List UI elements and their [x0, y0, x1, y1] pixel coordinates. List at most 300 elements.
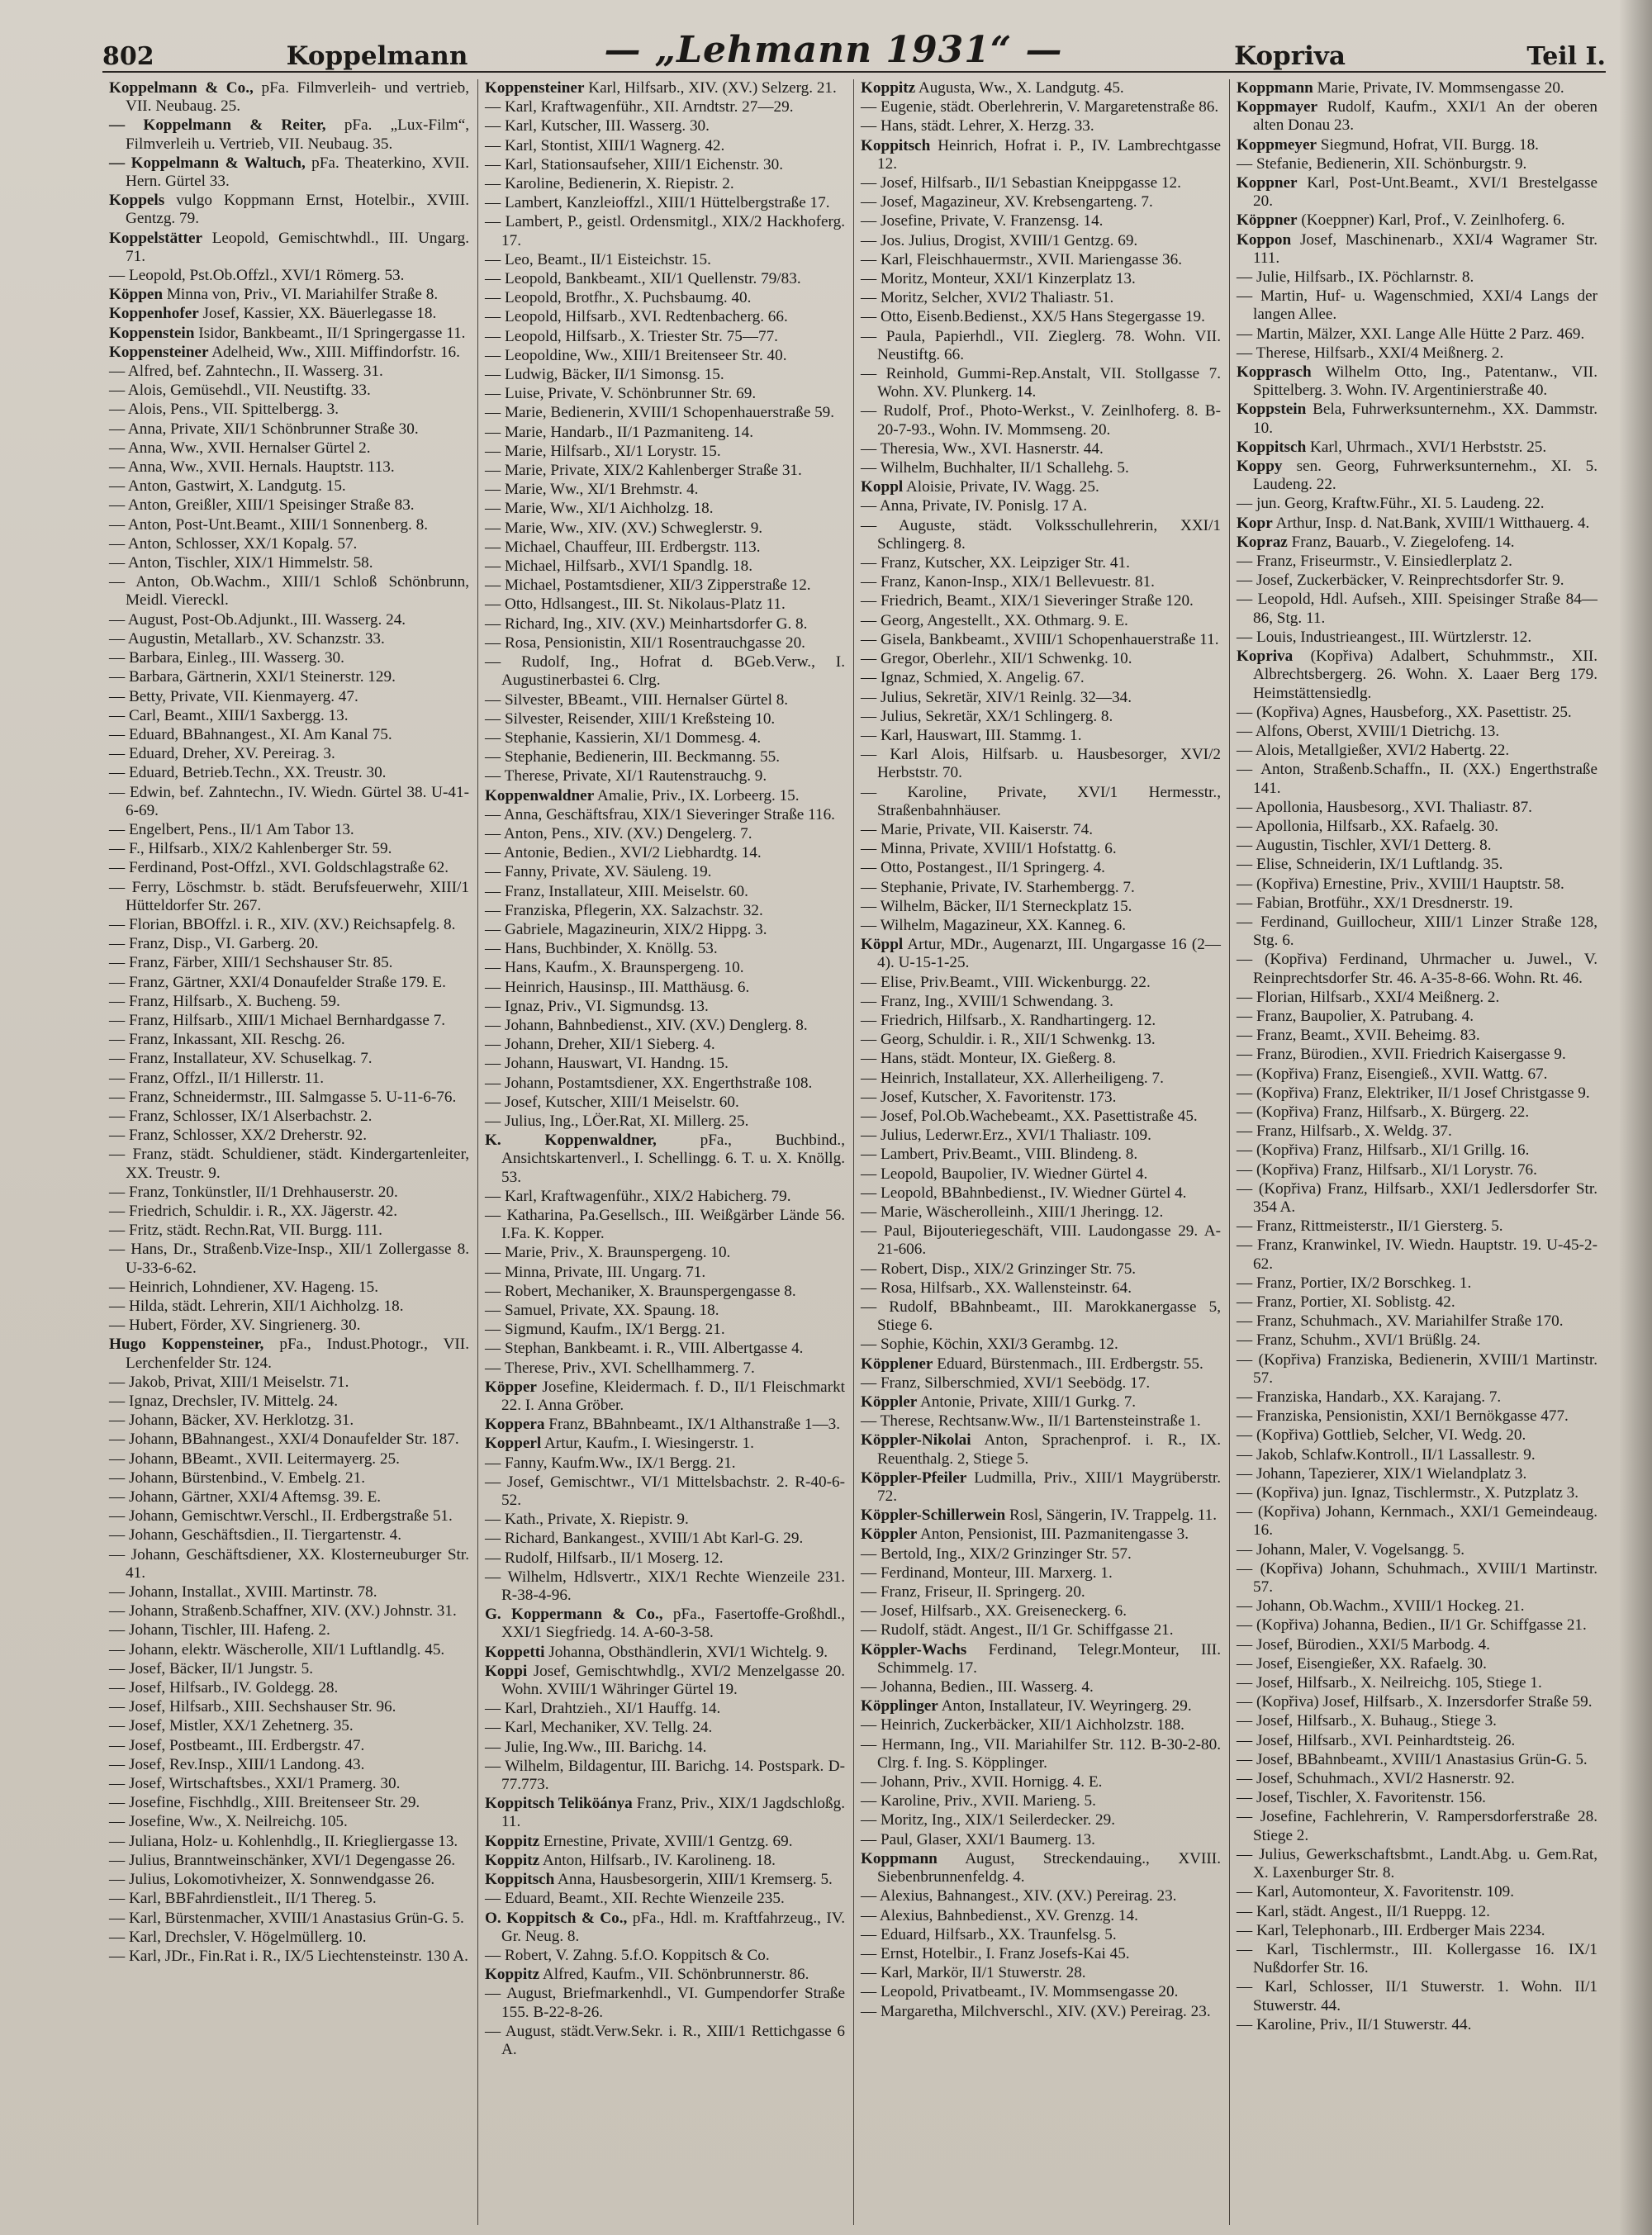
entry-details: — Josef, Tischler, X. Favoritenstr. 156. [1237, 1789, 1486, 1807]
entry-details: Franz, BBahnbeamt., IX/1 Althanstraße 1—3. [548, 1416, 841, 1434]
directory-entry [861, 898, 1221, 916]
directory-entry [485, 844, 845, 862]
directory-entry [1237, 136, 1597, 154]
entry-details: Alfred, Kaufm., VII. Schönbrunnerstr. 86. [542, 1966, 809, 1984]
entry-details: Ernestine, Private, XVIII/1 Gentzg. 69. [543, 1832, 793, 1850]
directory-entry [861, 1336, 1221, 1354]
header-last-entry: Kopriva [1234, 41, 1346, 71]
entry-details: pFa., Hdl. m. Kraftfahrzeug., IV. Gr. Neug. 8. [501, 1909, 845, 1945]
directory-entry [1237, 591, 1597, 627]
directory-entry [109, 1012, 469, 1030]
entry-surname: Köppen [109, 286, 164, 304]
directory-entry [485, 117, 845, 135]
directory-entry [861, 1907, 1221, 1925]
entry-details: — Franz, Kranwinkel, IV. Wiedn. Hauptstr. 19. U-45-2-62. [1237, 1236, 1597, 1273]
entry-details: — Eduard, Hilfsarb., XX. Traunfelsg. 5. [861, 1925, 1117, 1943]
entry-surname: Koppy [1237, 458, 1283, 476]
entry-details: — Hilda, städt. Lehrerin, XII/1 Aichholzg. 18. [109, 1298, 404, 1315]
entry-details: — Wilhelm, Buchhalter, II/1 Schallehg. 5. [861, 459, 1129, 477]
entry-surname: Köppler-Pfeiler [861, 1469, 967, 1487]
entry-details: — Ignaz, Schmied, X. Angelig. 67. [861, 669, 1085, 687]
directory-entry [861, 1792, 1221, 1810]
entry-details: — Johann, Priv., XVII. Hornigg. 4. E. [861, 1773, 1103, 1791]
entry-surname: Koppitz [485, 1832, 540, 1850]
directory-entry [861, 1184, 1221, 1203]
entry-details: — Heinrich, Installateur, XX. Allerheiligeng. 7. [861, 1069, 1164, 1087]
directory-entry [1237, 1693, 1597, 1711]
entry-details: — Antonie, Bedien., XVI/2 Liebhardtg. 14. [485, 844, 762, 862]
directory-entry [485, 1644, 845, 1662]
directory-entry [861, 592, 1221, 610]
directory-entry [109, 1412, 469, 1430]
directory-entry [485, 1700, 845, 1718]
entry-details: pFa., Indust.Photogr., VII. Lerchenfelder Str. 124. [126, 1336, 469, 1372]
entry-details: — Karoline, Priv., XVII. Marieng. 5. [861, 1792, 1096, 1810]
directory-entry [109, 879, 469, 915]
entry-details: — Rudolf, Ing., Hofrat d. BGeb.Verw., I. Augustinerbastei 6. Clrg. [485, 653, 845, 690]
directory-entry [109, 401, 469, 419]
directory-entry [109, 1241, 469, 1277]
entry-details: — Rudolf, BBahnbeamt., III. Marokkanergasse 5, Stiege 6. [861, 1298, 1221, 1335]
directory-entry [485, 79, 845, 97]
entry-details: — Ferry, Löschmstr. b. städt. Berufsfeuerwehr, XIII/1 Hütteldorfer Str. 267. [109, 878, 469, 914]
directory-entry [485, 883, 845, 901]
entry-details: — Anna, Ww., XVII. Hernals. Hauptstr. 113. [109, 458, 395, 477]
directory-entry [485, 443, 845, 461]
directory-entry [485, 1416, 845, 1434]
directory-entry [1237, 1846, 1597, 1882]
entry-details: Anna, Hausbesorgerin, XIII/1 Kremserg. 5. [558, 1871, 833, 1889]
entry-surname: O. Koppitsch & Co., [485, 1909, 628, 1927]
entry-details: — Therese, Private, XI/1 Rautenstrauchg. 9. [485, 767, 767, 785]
directory-entry [109, 344, 469, 362]
directory-entry [109, 974, 469, 992]
directory-entry [109, 79, 469, 116]
directory-entry [485, 1663, 845, 1699]
directory-entry [1237, 1180, 1597, 1217]
entry-details: Josefine, Kleidermach. f. D., II/1 Fleischmarkt 22. I. Anna Gröber. [501, 1378, 846, 1415]
entry-surname: Koppitz [861, 79, 916, 97]
directory-entry [1237, 1312, 1597, 1331]
entry-details: — Leopold, Brotfhr., X. Puchsbaumg. 40. [485, 289, 752, 307]
entry-surname: Kopprasch [1237, 363, 1312, 382]
entry-details: Karl, Uhrmach., XVI/1 Herbststr. 25. [1310, 438, 1547, 456]
entry-details: — Fritz, städt. Rechn.Rat, VII. Burgg. 111. [109, 1222, 382, 1240]
directory-entry [485, 1055, 845, 1073]
directory-entry [485, 1360, 845, 1378]
directory-entry [1237, 1388, 1597, 1407]
directory-entry [109, 1756, 469, 1774]
entry-details: — Josef, Kutscher, XIII/1 Meiselstr. 60. [485, 1093, 739, 1111]
directory-entry [861, 517, 1221, 553]
directory-entry [109, 1127, 469, 1145]
entry-details: — Martin, Huf- u. Wagenschmied, XXI/4 Langs der langen Allee. [1237, 287, 1597, 324]
entry-details: — Juliana, Holz- u. Kohlenhdlg., II. Kriegliergasse 13. [109, 1832, 458, 1850]
directory-entry [1237, 495, 1597, 513]
directory-entry [1237, 1351, 1597, 1388]
header-first-entry: Koppelmann [286, 41, 468, 71]
entry-details: — Heinrich, Hausinsp., III. Matthäusg. 6. [485, 978, 750, 996]
directory-entry [109, 859, 469, 877]
entry-details: Anton, Pensionist, III. Pazmanitengasse 3. [919, 1526, 1189, 1544]
directory-entry [1237, 704, 1597, 722]
entry-surname: Köppler [861, 1393, 918, 1412]
entry-surname: Kopriva [1237, 648, 1294, 666]
entry-details: — Paul, Bijouteriegeschäft, VIII. Laudongasse 29. A-21-606. [861, 1222, 1221, 1259]
entry-details: — Franz, Portier, XI. Soblistg. 42. [1237, 1293, 1455, 1311]
directory-entry [109, 116, 469, 153]
entry-details: — Anna, Geschäftsfrau, XIX/1 Sieveringer Straße 116. [485, 805, 835, 823]
directory-entry [109, 382, 469, 400]
entry-details: — Fanny, Private, XV. Säuleng. 19. [485, 863, 712, 881]
entry-details: — Stefanie, Bedienerin, XII. Schönburgstr. 9. [1237, 154, 1527, 173]
directory-entry [109, 286, 469, 304]
directory-entry [1237, 1331, 1597, 1350]
entry-details: — Eduard, Dreher, XV. Pereirag. 3. [109, 745, 335, 763]
entry-details: — Ernst, Hotelbir., I. Franz Josefs-Kai 45. [861, 1944, 1130, 1962]
directory-entry [109, 477, 469, 496]
directory-entry [861, 1697, 1221, 1715]
directory-entry [1237, 856, 1597, 874]
directory-entry [1237, 875, 1597, 894]
entry-surname: — Koppelmann & Reiter, [109, 116, 326, 135]
entry-details: pFa. „Lux-Film“, Filmverleih u. Vertrieb, VII. Neubaug. 35. [126, 116, 470, 153]
entry-details: — Alfons, Oberst, XVIII/1 Dietrichg. 13. [1237, 722, 1500, 740]
directory-entry [109, 1890, 469, 1908]
directory-entry [861, 821, 1221, 839]
entry-details: — Ludwig, Bäcker, II/1 Simonsg. 15. [485, 366, 724, 384]
publication-title: — „Lehmann 1931“ — [604, 29, 1063, 71]
entry-details: Josef, Gemischtwhdlg., XVI/2 Menzelgasse 20. Wohn. XVIII/1 Währinger Gürtel 19. [501, 1662, 846, 1699]
entry-details: — Josef, Magazineur, XV. Krebsengarteng. 7. [861, 193, 1153, 211]
directory-entry [861, 669, 1221, 687]
entry-details: sen. Georg, Fuhrwerksunternehm., XI. 5. Laudeng. 22. [1253, 458, 1597, 494]
directory-entry [485, 1910, 845, 1946]
entry-details: Amalie, Priv., IX. Lorbeerg. 15. [596, 786, 800, 804]
directory-entry [861, 1222, 1221, 1259]
directory-entry [109, 1108, 469, 1126]
directory-entry [1237, 1446, 1597, 1464]
directory-entry [861, 1945, 1221, 1963]
entry-details: — Marie, Bedienerin, XVIII/1 Schopenhauerstraße 59. [485, 404, 835, 422]
directory-entry [1237, 174, 1597, 211]
entry-details: — Franz, Schuhm., XVI/1 Brüßlg. 24. [1237, 1331, 1481, 1350]
entry-details: — (Kopřiva) Johanna, Bedien., II/1 Gr. Schiffgasse 21. [1237, 1616, 1587, 1635]
directory-entry [485, 481, 845, 499]
directory-entry [485, 1454, 845, 1473]
entry-details: Aloisie, Private, IV. Wagg. 25. [905, 478, 1099, 496]
entry-details: — Leopoldine, Ww., XIII/1 Breitenseer Str. 40. [485, 346, 787, 364]
directory-entry [1237, 1503, 1597, 1540]
directory-entry [109, 916, 469, 934]
directory-entry [109, 668, 469, 686]
entry-details: — Hans, städt. Monteur, IX. Gießerg. 8. [861, 1050, 1117, 1068]
directory-entry [109, 1583, 469, 1602]
entry-details: — Minna, Private, XVIII/1 Hofstattg. 6. [861, 840, 1117, 858]
entry-details: Franz, Priv., XIX/1 Jagdschloßg. 11. [501, 1795, 845, 1831]
entry-details: — Leopold, Hdl. Aufseh., XIII. Speisinger Straße 84—86, Stg. 11. [1237, 591, 1597, 627]
entry-details: — Minna, Private, III. Ungarg. 71. [485, 1263, 706, 1281]
entry-details: — (Kopřiva) Gottlieb, Selcher, VI. Wedg. 20. [1237, 1426, 1526, 1445]
directory-entry [1237, 98, 1597, 135]
directory-entry [1237, 1978, 1597, 2014]
entry-details: — Alexius, Bahnangest., XIV. (XV.) Pereirag. 23. [861, 1887, 1177, 1905]
directory-entry [109, 840, 469, 858]
entry-surname: Koppl [861, 478, 904, 496]
entry-details: — Marie, Ww., XI/1 Brehmstr. 4. [485, 481, 699, 499]
directory-entry [109, 1717, 469, 1735]
entry-details: — (Kopřiva) Agnes, Hausbeforg., XX. Pasettistr. 25. [1237, 703, 1572, 721]
entry-surname: Koppenhofer [109, 305, 199, 323]
directory-entry [485, 270, 845, 288]
directory-entry [1237, 268, 1597, 287]
entry-details: Leopold, Gemischtwhdl., III. Ungarg. 71. [126, 229, 469, 265]
directory-entry [1237, 837, 1597, 855]
entry-details: — Rudolf, Hilfsarb., II/1 Moserg. 12. [485, 1549, 724, 1567]
entry-details: — Johann, Bahnbedienst., XIV. (XV.) Denglerg. 8. [485, 1016, 808, 1034]
entry-details: — Josef, Bäcker, II/1 Jungstr. 5. [109, 1659, 314, 1677]
entry-details: — Fanny, Kaufm.Ww., IX/1 Bergg. 21. [485, 1454, 736, 1472]
directory-entry [485, 748, 845, 766]
entry-details: — (Kopřiva) Franz, Hilfsarb., XI/1 Lorystr. 76. [1237, 1160, 1537, 1179]
entry-details: — Otto, Eisenb.Bedienst., XX/5 Hans Stegergasse 19. [861, 308, 1205, 326]
directory-entry [485, 98, 845, 116]
entry-details: Antonie, Private, XIII/1 Gurkg. 7. [919, 1393, 1137, 1412]
entry-details: — Anna, Private, IV. Ponislg. 17 A. [861, 497, 1088, 515]
entry-details: — Josef, Bürodien., XXI/5 Marbodg. 4. [1237, 1635, 1490, 1654]
entry-surname: Kopraz [1237, 533, 1288, 551]
directory-entry [109, 1031, 469, 1049]
directory-entry [861, 1431, 1221, 1468]
directory-entry [861, 974, 1221, 992]
entry-details: — Stephanie, Kassierin, XI/1 Dommesg. 4. [485, 728, 762, 747]
entry-details: — Johann, Tischler, III. Hafeng. 2. [109, 1621, 330, 1639]
directory-entry [1237, 951, 1597, 987]
directory-entry [109, 1393, 469, 1411]
directory-entry [861, 1983, 1221, 2001]
column-1 [102, 79, 478, 2225]
directory-entry [109, 1146, 469, 1182]
entry-details: — Karl Alois, Hilfsarb. u. Hausbesorger, XVI/2 Herbststr. 70. [861, 746, 1221, 782]
entry-details: — Josef, Rev.Insp., XIII/1 Landong. 43. [109, 1755, 365, 1773]
entry-details: — Alexius, Bahnbedienst., XV. Grenzg. 14. [861, 1906, 1138, 1924]
entry-details: — Julius, Sekretär, XIV/1 Reinlg. 32—34. [861, 688, 1132, 706]
directory-entry [861, 612, 1221, 630]
entry-details: — Paul, Glaser, XXI/1 Baumerg. 13. [861, 1830, 1095, 1848]
entry-details: — Ferdinand, Guillocheur, XIII/1 Linzer Straße 128, Stg. 6. [1237, 913, 1597, 950]
entry-details: — Karl, Drahtzieh., XI/1 Hauffg. 14. [485, 1700, 721, 1718]
directory-entry [1237, 211, 1597, 230]
entry-details: — Karl, Telephonarb., III. Erdberger Mais 2234. [1237, 1921, 1545, 1939]
entry-details: — Franz, Hilfsarb., X. Bucheng. 59. [109, 992, 340, 1010]
directory-entry [485, 615, 845, 633]
directory-entry [1237, 894, 1597, 913]
directory-entry [485, 959, 845, 977]
directory-entry [861, 1811, 1221, 1829]
directory-entry [109, 1546, 469, 1583]
directory-entry [485, 1378, 845, 1415]
entry-details: — Franz, Färber, XIII/1 Sechshauser Str. 85. [109, 954, 393, 972]
directory-entry [485, 596, 845, 614]
entry-details: — Johann, BBahnangest., XXI/4 Donaufelder Str. 187. [109, 1431, 459, 1449]
directory-entry [1237, 1922, 1597, 1940]
directory-entry [1237, 1808, 1597, 1844]
entry-surname: Kopr [1237, 514, 1273, 532]
directory-entry [485, 998, 845, 1016]
entry-details: — Johann, Gemischtwr.Verschl., II. Erdbergstraße 51. [109, 1507, 453, 1526]
directory-entry [109, 1737, 469, 1755]
directory-entry [485, 1435, 845, 1453]
entry-details: — Therese, Priv., XVI. Schellhammerg. 7. [485, 1359, 755, 1377]
directory-entry [485, 289, 845, 307]
entry-details: — Josef, Hilfsarb., IV. Goldegg. 28. [109, 1679, 339, 1697]
entry-details: — Elise, Priv.Beamt., VIII. Wickenburgg. 22. [861, 973, 1151, 991]
directory-entry [1237, 2016, 1597, 2034]
entry-surname: K. Koppenwaldner, [485, 1132, 657, 1150]
entry-details: — Eduard, BBahnangest., XI. Am Kanal 75. [109, 725, 392, 743]
directory-entry [1237, 1407, 1597, 1426]
entry-details: — Julius, Sekretär, XX/1 Schlingerg. 8. [861, 707, 1113, 725]
directory-entry [1237, 1597, 1597, 1616]
entry-details: — Fabian, Brotführ., XX/1 Dresdnerstr. 19. [1237, 894, 1513, 912]
entry-details: — Josef, Hilfsarb., X. Buhaug., Stiege 3. [1237, 1712, 1497, 1730]
entry-details: — Johann, Bürstenbind., V. Embelg. 21. [109, 1469, 366, 1487]
directory-entry [861, 879, 1221, 897]
entry-surname: Hugo Koppensteiner, [109, 1336, 264, 1354]
directory-entry [1237, 1065, 1597, 1084]
directory-entry [861, 1887, 1221, 1905]
directory-entry [485, 347, 845, 365]
entry-surname: Koppmayer [1237, 98, 1318, 116]
entry-details: — Franz, Rittmeisterstr., II/1 Giersterg. 5. [1237, 1217, 1503, 1236]
directory-entry [861, 1526, 1221, 1544]
entry-details: — Karl, JDr., Fin.Rat i. R., IX/5 Liechtensteinstr. 130 A. [109, 1947, 468, 1965]
directory-entry [1237, 325, 1597, 344]
entry-surname: Koppi [485, 1662, 528, 1680]
directory-entry [1237, 1674, 1597, 1692]
entry-details: — Silvester, Reisender, XIII/1 Kreßsteing 10. [485, 709, 776, 728]
entry-details: — Florian, BBOffzl. i. R., XIV. (XV.) Reichsapfelg. 8. [109, 915, 456, 933]
directory-entry [861, 98, 1221, 116]
directory-entry [485, 1473, 845, 1510]
entry-details: — Florian, Hilfsarb., XXI/4 Meißnerg. 2. [1237, 988, 1500, 1006]
directory-entry [109, 554, 469, 572]
entry-details: — Rosa, Pensionistin, XII/1 Rosentrauchgasse 20. [485, 633, 805, 652]
directory-entry [1237, 287, 1597, 324]
directory-entry [1237, 989, 1597, 1007]
entry-details: — (Kopřiva) Franz, Elektriker, II/1 Josef Christgasse 9. [1237, 1084, 1590, 1102]
directory-entry [861, 1050, 1221, 1068]
directory-entry [1237, 1122, 1597, 1141]
directory-entry [109, 1431, 469, 1449]
directory-entry [861, 917, 1221, 935]
directory-entry [1237, 1293, 1597, 1312]
entry-details: — Michael, Postamtsdiener, XII/3 Zipperstraße 12. [485, 577, 811, 595]
entry-details: Eduard, Bürstenmach., III. Erdbergstr. 55. [937, 1355, 1203, 1373]
directory-entry [485, 1606, 845, 1642]
entry-details: — Anton, Gastwirt, X. Landgutg. 15. [109, 477, 346, 496]
directory-entry [485, 500, 845, 518]
entry-details: — Franz, Installateur, XIII. Meiselstr. 60. [485, 882, 748, 900]
directory-entry [1237, 534, 1597, 552]
entry-surname: Koppitz [485, 1966, 540, 1984]
entry-details: — Julius, Branntweinschänker, XVI/1 Degengasse 26. [109, 1851, 456, 1869]
entry-details: — Karl, BBFahrdienstleit., II/1 Thereg. 5. [109, 1890, 377, 1908]
entry-details: — Johann, Geschäftsdien., II. Tiergartenstr. 4. [109, 1526, 402, 1545]
entry-details: Marie, Private, IV. Mommsengasse 20. [1317, 79, 1564, 97]
entry-surname: Koppitsch [1237, 438, 1307, 456]
entry-details: — Hans, Kaufm., X. Braunspergeng. 10. [485, 959, 744, 977]
entry-surname: Koppitsch Teliköánya [485, 1795, 633, 1813]
directory-entry [1237, 913, 1597, 950]
entry-details: — Josefine, Private, V. Franzensg. 14. [861, 212, 1104, 230]
directory-entry [1237, 629, 1597, 647]
directory-entry [861, 1716, 1221, 1734]
entry-details: — Alois, Pens., VII. Spittelbergg. 3. [109, 401, 339, 419]
entry-details: — Marie, Handarb., II/1 Pazmaniteng. 14. [485, 423, 754, 441]
directory-entry [109, 745, 469, 763]
entry-details: — Michael, Chauffeur, III. Erdbergstr. 113. [485, 538, 761, 556]
entry-details: — Karl, Hauswart, III. Stammg. 1. [861, 726, 1082, 744]
directory-entry [485, 1795, 845, 1831]
entry-details: — Karl, Kraftwagenführ., XII. Arndtstr. 27—29. [485, 98, 794, 116]
entry-details: Wilhelm Otto, Ing., Patentanw., VII. Spittelberg. 3. Wohn. IV. Argentinierstraße 40. [1253, 363, 1597, 400]
entry-details: — Anton, Greißler, XIII/1 Speisinger Straße 83. [109, 496, 415, 515]
directory-entry [109, 1929, 469, 1947]
entry-details: — Franz, Ing., XVIII/1 Schwendang. 3. [861, 992, 1113, 1010]
entry-details: — Josef, Pol.Ob.Wachebeamt., XX. Pasettistraße 45. [861, 1107, 1198, 1125]
entry-details: August, Streckendauing., XVIII. Siebenbrunnenfeldg. 4. [877, 1849, 1221, 1886]
directory-entry [485, 691, 845, 709]
directory-entry [861, 1108, 1221, 1126]
directory-entry [1237, 1941, 1597, 1977]
entry-details: — Karl, Schlosser, II/1 Stuwerstr. 1. Wohn. II/1 Stuwerstr. 44. [1237, 1978, 1597, 2014]
entry-details: — Julius, Lokomotivheizer, X. Sonnwendgasse 26. [109, 1871, 435, 1889]
directory-entry [1237, 1236, 1597, 1273]
directory-entry [109, 1336, 469, 1372]
directory-entry [861, 459, 1221, 477]
entry-surname: Koppmann [861, 1849, 938, 1867]
directory-entry [109, 1184, 469, 1202]
entry-details: pFa. Theaterkino, XVII. Hern. Gürtel 33. [126, 154, 469, 191]
directory-entry [485, 539, 845, 557]
entry-details: — F., Hilfsarb., XIX/2 Kahlenberger Str. 59. [109, 840, 392, 858]
directory-entry [1237, 1046, 1597, 1064]
entry-details: — Marie, Priv., X. Braunspergeng. 10. [485, 1244, 731, 1262]
directory-entry [861, 1641, 1221, 1677]
directory-entry [1237, 1161, 1597, 1179]
entry-surname: Köppler-Schillerwein [861, 1507, 1006, 1525]
directory-entry [485, 328, 845, 346]
entry-surname: Koppitsch [861, 136, 931, 154]
directory-entry [1237, 1217, 1597, 1236]
entry-details: — Julius, Ing., LÖer.Rat, XI. Millerg. 25. [485, 1112, 749, 1130]
entry-details: — Karl, Stontist, XIII/1 Wagnerg. 42. [485, 136, 725, 154]
entry-details: Rosl, Sängerin, IV. Trappelg. 11. [1009, 1507, 1218, 1525]
directory-entry [861, 440, 1221, 458]
entry-details: — Moritz, Monteur, XXI/1 Kinzerplatz 13. [861, 270, 1136, 288]
directory-entry [1237, 1426, 1597, 1445]
entry-details: — Rudolf, städt. Angest., II/1 Gr. Schiffgasse 21. [861, 1621, 1174, 1639]
entry-details: — August, Briefmarkenhdl., VI. Gumpendorfer Straße 155. B-22-8-26. [485, 1985, 845, 2021]
directory-entry [109, 1050, 469, 1068]
directory-entry [485, 634, 845, 652]
directory-entry [861, 1374, 1221, 1393]
entry-details: — Richard, Bankangest., XVIII/1 Abt Karl-G. 29. [485, 1530, 804, 1548]
directory-entry [109, 230, 469, 266]
directory-entry [109, 458, 469, 477]
directory-entry [861, 328, 1221, 364]
